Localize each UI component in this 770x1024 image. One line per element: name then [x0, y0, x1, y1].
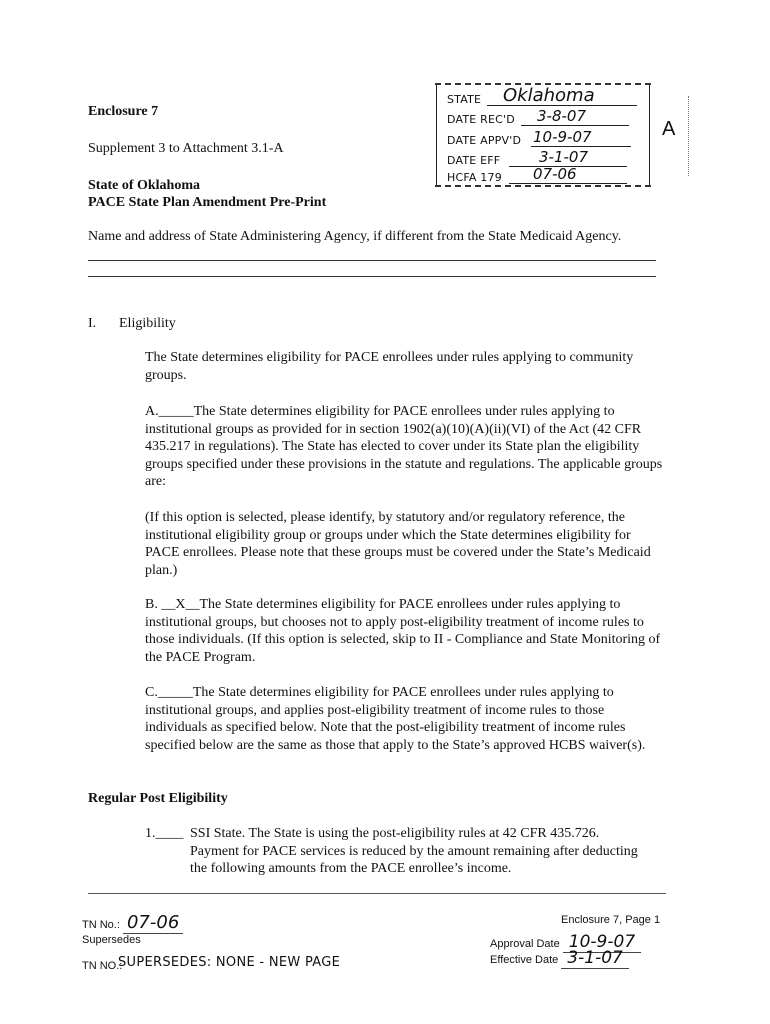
supersedes-label: Supersedes	[82, 934, 141, 946]
stamp-rec-value: 3-8-07	[537, 107, 586, 125]
regular-item-prefix: 1.____	[145, 826, 184, 841]
option-b-text: The State determines eligibility for PACE enrollees under rules applying to institutional groups, but chooses not to apply post-eligibility treatment of income rules to those individuals. (If this option is selected, skip to II - Compliance and State Monitoring of the PACE Program.	[145, 597, 661, 665]
option-c-prefix: C.	[145, 685, 158, 700]
stamp-state-label: STATE	[447, 93, 482, 106]
stamp-state-value: Oklahoma	[503, 85, 595, 106]
section-intro: The State determines eligibility for PACE enrollees under rules applying to community groups.	[145, 350, 634, 383]
stamp-hcfa-value: 07-06	[533, 165, 577, 183]
approval-date-value: 10-9-07	[563, 932, 641, 953]
option-b-prefix: B.	[145, 597, 158, 612]
stamp-side-letter: A	[662, 118, 676, 140]
stamp-appvd-value: 10-9-07	[533, 128, 592, 146]
agency-rule-2	[88, 276, 656, 277]
option-a-prefix: A.	[145, 404, 159, 419]
option-a-note: (If this option is selected, please identify, by statutory and/or regulatory reference, the institutional eligibility group or groups under which the State determines eligibility for PACE enrollees. Please note that these groups must be covered under the State’s Medicaid plan.)	[145, 510, 651, 578]
section-number: I.	[88, 316, 97, 331]
enclosure-label: Enclosure 7	[88, 104, 159, 119]
option-c-blank: _____	[157, 685, 193, 700]
option-b	[145, 596, 667, 666]
footer-rule	[88, 893, 666, 894]
stamp-eff-label: DATE EFF	[447, 154, 501, 167]
tn-no-label: TN NO.:	[82, 960, 123, 972]
stamp-eff-value: 3-1-07	[539, 148, 588, 166]
section-heading: Eligibility	[119, 316, 176, 331]
agency-line: Name and address of State Administering Agency, if different from the State Medicaid Agency.	[88, 229, 622, 244]
regular-item-text: SSI State. The State is using the post-eligibility rules at 42 CFR 435.726. Payment for PACE services is reduced by the amount remaining after deducting the following amounts from the PACE enrollee’s income.	[190, 826, 638, 876]
option-c	[145, 684, 667, 754]
effective-date-value: 3-1-07	[561, 948, 629, 969]
option-b-blank: __X__	[161, 597, 200, 612]
agency-rule-1	[88, 260, 656, 261]
tn-value: 07-06	[123, 912, 183, 934]
tn-label: TN No.: 07-06	[82, 912, 183, 933]
stamp-hcfa-label: HCFA 179	[447, 171, 502, 184]
effective-date: Effective Date 3-1-07	[490, 948, 629, 968]
option-a	[145, 403, 667, 491]
state-line: State of Oklahoma	[88, 178, 200, 193]
approval-stamp	[436, 83, 650, 187]
stamp-rec-label: DATE REC'D	[447, 113, 515, 126]
margin-mark	[688, 96, 689, 176]
stamp-appvd-label: DATE APPV'D	[447, 134, 522, 147]
supersedes-stamp: SUPERSEDES: NONE - NEW PAGE	[118, 955, 341, 970]
approval-date: Approval Date 10-9-07	[490, 932, 641, 952]
page-title: PACE State Plan Amendment Pre-Print	[88, 195, 327, 210]
page-number: Enclosure 7, Page 1	[561, 914, 661, 926]
option-c-text: The State determines eligibility for PACE enrollees under rules applying to institutional groups, and applies post-eligibility treatment of income rules to those individuals as specified below. Note that the post-eligibility treatment of income rules specified below are the same as those that apply to the State’s approved HCBS waiver(s).	[145, 685, 646, 753]
regular-heading: Regular Post Eligibility	[88, 791, 228, 806]
option-a-text: The State determines eligibility for PACE enrollees under rules applying to institutional groups as provided for in section 1902(a)(10)(A)(ii)(VI) of the Act (42 CFR 435.217 in regulations). The State has elected to cover under its State plan the eligibility groups specified under these provisions in the statute and regulations. The applicable groups are:	[145, 404, 663, 489]
supplement-label: Supplement 3 to Attachment 3.1-A	[88, 141, 284, 156]
option-a-blank: _____	[158, 404, 194, 419]
